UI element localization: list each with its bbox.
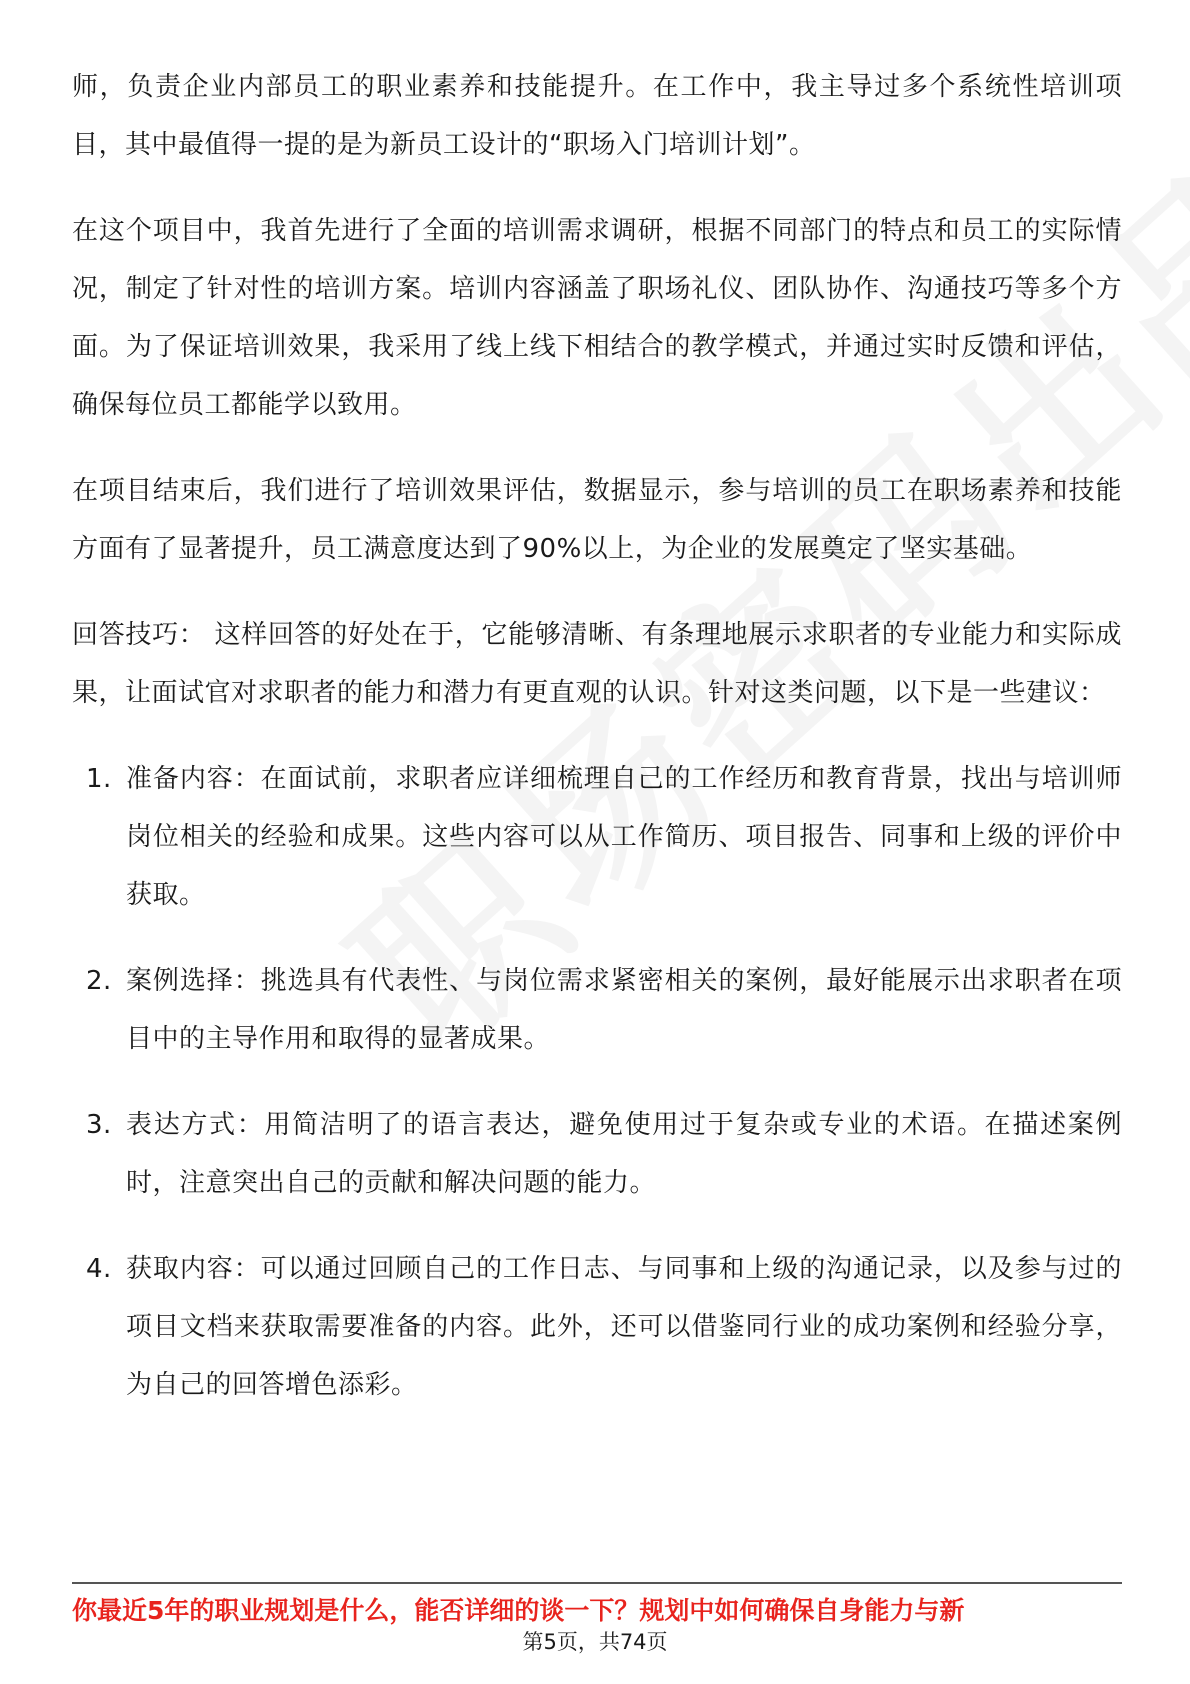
section-divider [72,1582,1122,1584]
paragraph: 在项目结束后，我们进行了培训效果评估，数据显示，参与培训的员工在职场素养和技能方面有了显著提升，员工满意度达到了90%以上，为企业的发展奠定了坚实基础。 [72,476,1122,564]
answer-tips-paragraph: 回答技巧： 这样回答的好处在于，它能够清晰、有条理地展示求职者的专业能力和实际成果，让面试官对求职者的能力和潜力有更直观的认识。针对这类问题，以下是一些建议： [72,620,1122,708]
paragraph: 在这个项目中，我首先进行了全面的培训需求调研，根据不同部门的特点和员工的实际情况，制定了针对性的培训方案。培训内容涵盖了职场礼仪、团队协作、沟通技巧等多个方面。为了保证培训效果，我采用了线上线下相结合的教学模式，并通过实时反馈和评估，确保每位员工都能学以致用。 [72,216,1122,420]
list-item-number: 2. [86,966,112,996]
suggestion-list [72,750,1122,1414]
next-question-heading: 你最近5年的职业规划是什么，能否详细的谈一下？规划中如何确保自身能力与新 [72,1596,965,1625]
list-item-number: 3. [86,1110,112,1140]
list-item-number: 1. [86,764,112,794]
list-item-text: 获取内容：可以通过回顾自己的工作日志、与同事和上级的沟通记录，以及参与过的项目文档来获取需要准备的内容。此外，还可以借鉴同行业的成功案例和经验分享，为自己的回答增色添彩。 [126,1254,1122,1400]
list-item [72,952,1122,1068]
list-item [72,1096,1122,1212]
list-item-text: 准备内容：在面试前，求职者应详细梳理自己的工作经历和教育背景，找出与培训师岗位相关的经验和成果。这些内容可以从工作简历、项目报告、同事和上级的评价中获取。 [126,764,1122,910]
list-item-text: 案例选择：挑选具有代表性、与岗位需求紧密相关的案例，最好能展示出求职者在项目中的主导作用和取得的显著成果。 [126,966,1122,1054]
list-item-text: 表达方式：用简洁明了的语言表达，避免使用过于复杂或专业的术语。在描述案例时，注意突出自己的贡献和解决问题的能力。 [126,1110,1122,1198]
document-body [72,58,1122,1442]
list-item [72,1240,1122,1414]
paragraph: 师，负责企业内部员工的职业素养和技能提升。在工作中，我主导过多个系统性培训项目，其中最值得一提的是为新员工设计的“职场入门培训计划”。 [72,72,1122,160]
list-item [72,750,1122,924]
page-number: 第5页，共74页 [522,1630,668,1654]
list-item-number: 4. [86,1254,112,1284]
